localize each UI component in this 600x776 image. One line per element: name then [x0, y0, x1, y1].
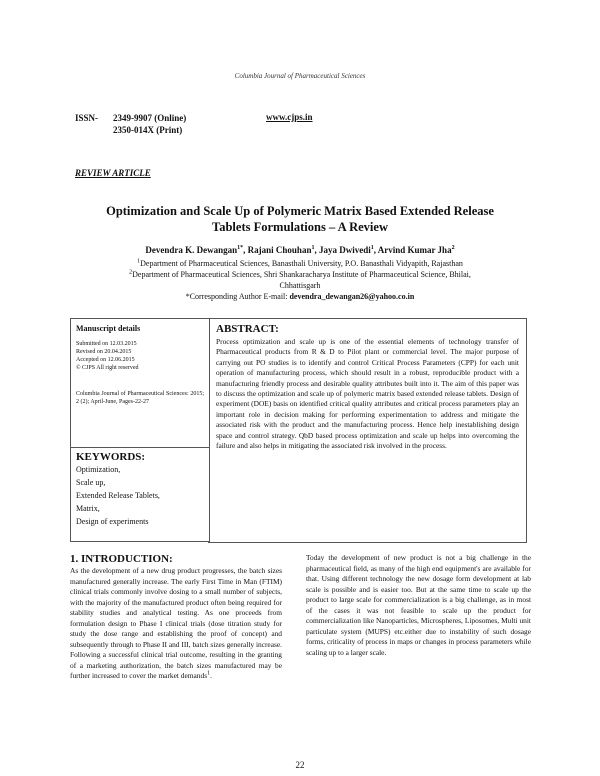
author-list: Devendra K. Dewangan$^{1*}$, Rajani Chouhan$^1$, Jaya Dwivedi$^1$, Arvind Kumar Jha$^2$ — [145, 245, 455, 255]
issn-block — [75, 112, 186, 136]
keyword-item: Extended Release Tablets, — [76, 491, 160, 500]
keywords-title: KEYWORDS: — [76, 451, 146, 463]
title-line-1: Optimization and Scale Up of Polymeric Matrix Based Extended Release — [106, 204, 494, 218]
introduction-heading: 1. INTRODUCTION: — [70, 553, 173, 565]
title-line-2: Tablets Formulations – A Review — [212, 220, 388, 234]
author-sup: 1 — [311, 245, 315, 251]
author-sup: 1* — [237, 245, 244, 251]
issn-label: ISSN- — [75, 113, 99, 123]
introduction-left-column: As the development of a new drug product progresses, the batch sizes manufactured generally increase. The early First Time in Man (FTIM) clinical trials commonly involve dosing to a small number of subjects, with the majority of the manufactured product often being required for stability studies and analytical testing. As one proceeds from formulation design to Phase I clinical trials (dose titration study for study the dose range and establishing the proof of concept) and subsequently through to Phase II and III, batch sizes generally increase. Following a successful clinical trial outcome, resulting in the granting of a marketing authorization, the batch sizes manufactured may be further increased to cover the market demands$^1$. — [70, 566, 282, 680]
author-sup: 1 — [370, 245, 374, 251]
submitted-date: Submitted on 12.03.2015 — [76, 341, 137, 347]
affiliation-1: $^1$Department of Pharmaceutical Sciences, Banasthali University, P.O. Banasthali Vidyapith, Rajasthan — [137, 258, 463, 268]
introduction-right-column: Today the development of new product is not a big challenge in the pharmaceutical field, as many of the high end equipment's are available for that. Using different technology the new dosage form development at lab scale is possible and is easier too. But at the same time to scale up the product to large scale for commercialization is a big challenge, as in most of the cases it was not feasible to scale up the product for commercialization like Nanoparticles, Microspheres, Liposomes, Multi unit particulate system (MUPS) etc.either due to instability of such dosage forms, criticality of process in maps or changes in process parameters while scaling up to a larger scale. — [306, 553, 531, 657]
author-name: Arvind Kumar Jha — [377, 245, 452, 255]
issn-online: 2349-9907 (Online) — [113, 113, 187, 123]
abstract-title: ABSTRACT: — [216, 323, 279, 335]
author-name: Rajani Chouhan — [247, 245, 312, 255]
author-name: Jaya Dwivedi — [318, 245, 371, 255]
author-sup: 2 — [451, 245, 455, 251]
corresponding-email[interactable]: devendra_dewangan26@yahoo.co.in — [289, 292, 415, 301]
keyword-item: Matrix, — [76, 504, 100, 513]
journal-header: Columbia Journal of Pharmaceutical Sciences — [234, 72, 366, 80]
article-title — [60, 203, 540, 235]
keyword-item: Design of experiments — [76, 517, 149, 526]
keyword-item: Scale up, — [76, 478, 106, 487]
revised-date: Revised on 20.04.2015 — [76, 349, 132, 355]
abstract-text: Process optimization and scale up is one of the essential elements of technology transfer of Pharmaceutical products from R & D to Pilot plant or commercial level. The major purpose of carrying out PO studies is to identify and control Critical Process Parameters (CPP) for each unit operation of manufacturing process, which should result in a robust, reproducible product with a manufacturing friendly process and desirable quality attributes built into it. The aim of this paper was to discuss the optimization and scale up of polymeric matrix based extended release tablets. Design of experiment (DOE) basis on identified critical quality attributes and critical process parameters play an important role in decision making for performing experimentation to address and mitigate the associated risk with the product and the manufacturing process. Hence help inestablishing design space and control strategy. QbD based process optimization and scale up helps into overcoming the failure and also helps in mitigating the associated risk involved in the process. — [216, 337, 519, 451]
author-name: Devendra K. Dewangan — [145, 245, 238, 255]
article-type: REVIEW ARTICLE — [75, 168, 151, 178]
keyword-item: Optimization, — [76, 465, 121, 474]
page-number: 22 — [295, 760, 305, 770]
manuscript-details-box — [70, 318, 210, 448]
issn-print: 2350-014X (Print) — [113, 125, 183, 135]
accepted-date: Accepted on 12.06.2015 — [76, 357, 135, 363]
journal-citation: Columbia Journal of Pharmaceutical Sciences: 2015; 2 (2); April-June, Pages-22-27 — [76, 391, 204, 405]
affiliation-2: $^2$Department of Pharmaceutical Sciences, Shri Shankaracharya Institute of Pharmaceutical Science, Bhilai, Chhattisgarh — [129, 269, 471, 290]
copyright-note: © CJPS All right reserved — [76, 365, 139, 371]
journal-website-link[interactable]: www.cjps.in — [266, 112, 313, 122]
corresponding-author: *Corresponding Author E-mail: devendra_dewangan26@yahoo.co.in — [185, 292, 415, 301]
manuscript-details-title: Manuscript details — [76, 324, 141, 333]
